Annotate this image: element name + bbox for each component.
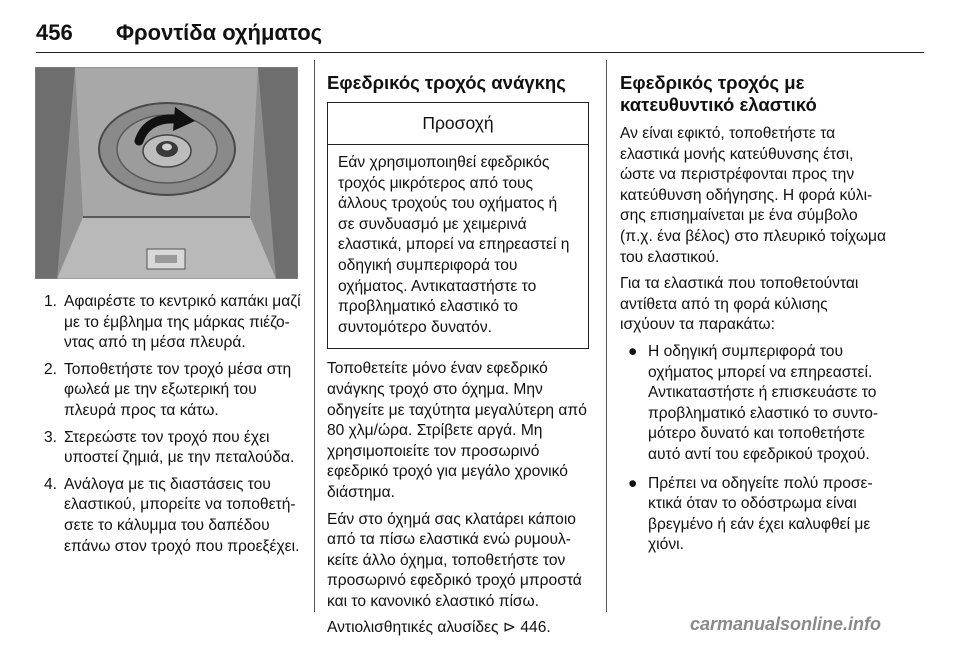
list-item: 3. Στερεώστε τον τροχό που έχει υποστεί ζημιά, με την πεταλούδα. <box>44 428 295 467</box>
reference-page: 446. <box>520 619 551 637</box>
column-left <box>44 292 302 563</box>
section-heading: Εφεδρικός τροχός ανάγκης <box>327 72 566 93</box>
bullet-icon: ● <box>628 342 638 360</box>
spare-wheel-illustration <box>35 67 298 279</box>
bullet-list <box>620 342 886 556</box>
column-divider <box>606 60 607 612</box>
list-item: 2. Τοποθετήστε τον τροχό μέσα στη φωλεά με την εξωτερική του πλευρά προς τα κάτω. <box>44 360 292 419</box>
watermark: carmanualsonline.info <box>690 614 882 634</box>
paragraph: Για τα ελαστικά που τοποθετούνται αντίθετα από τη φορά κύλισης ισχύουν τα παρακάτω: <box>620 275 859 334</box>
paragraph: Αν είναι εφικτό, τοποθετήστε τα ελαστικά μονής κατεύθυνσης έτσι, ώστε να περιστρέφονται προς την κατεύθυνση οδήγησης. Η φορά κύλισης επισημαίνεται με ένα σύμβολο (π.χ. ένα βέλος) στο πλευρικό τοίχωμα του ελαστικού. <box>620 125 886 266</box>
page-number: 456 <box>36 20 73 45</box>
caution-text: Εάν χρησιμοποιηθεί εφεδρικός τροχός μικρότερος από τους άλλους τροχούς του οχήματος ή σε συνδυασμό με χειμερινά ελαστικά, μπορεί να επηρεαστεί η οδηγική συμπεριφορά του οχήματος. Αντικαταστήστε το προβληματικό ελαστικό το συντομότερο δυνατόν. <box>338 154 570 336</box>
cross-reference: Αντιολισθητικές αλυσίδες ⊳ 446. <box>327 619 551 637</box>
list-item: ● Πρέπει να οδηγείτε πολύ προσεκτικά όταν το οδόστρωμα είναι βρεγμένο ή εάν έχει καλυφθεί με χιόνι. <box>628 474 873 554</box>
list-item: 1. Αφαιρέστε το κεντρικό καπάκι μαζί με το έμβλημα της μάρκας πιέζοντας από τη μέσα πλευρά. <box>44 293 301 352</box>
paragraph: Τοποθετείτε μόνο έναν εφεδρικό ανάγκης τροχό στο όχημα. Μην οδηγείτε με ταχύτητα μεγαλύτερη από 80 χλμ/ώρα. Στρίβετε αργά. Μη χρησιμοποιείτε τον προσωρινό εφεδρικό τροχό για μεγάλο χρονικό διάστημα. <box>327 360 587 501</box>
caution-box <box>327 102 589 349</box>
column-right <box>620 72 886 564</box>
procedure-steps <box>44 292 302 557</box>
paragraph: Εάν στο όχημά σας κλατάρει κάποιο από τα πίσω ελαστικά ενώ ρυμουλκείτε άλλο όχημα, τοποθετήστε τον προσωρινό εφεδρικό τροχό μπροστά και το κανονικό ελαστικό πίσω. <box>327 510 582 610</box>
caution-title: Προσοχή <box>328 103 588 145</box>
column-divider <box>314 60 315 612</box>
reference-arrow-icon: ⊳ <box>502 619 516 637</box>
page-header <box>36 8 924 53</box>
list-item: ● Η οδηγική συμπεριφορά του οχήματος μπορεί να επηρεαστεί. Αντικαταστήστε ή επισκευάστε το προβληματικό ελαστικό το συντομότερο δυνατό και τοποθετήστε αυτό αντί του εφεδρικού τροχού. <box>628 342 879 463</box>
bullet-icon: ● <box>628 474 638 492</box>
list-item: 4. Ανάλογα με τις διαστάσεις του ελαστικού, μπορείτε να τοποθετήσετε το κάλυμμα του δαπέδου επάνω στον τροχό που προεξέχει. <box>44 475 300 555</box>
section-heading: Εφεδρικός τροχός με κατευθυντικό ελαστικό <box>620 72 817 115</box>
page-title: Φροντίδα οχήματος <box>116 20 323 45</box>
column-middle <box>327 72 589 645</box>
